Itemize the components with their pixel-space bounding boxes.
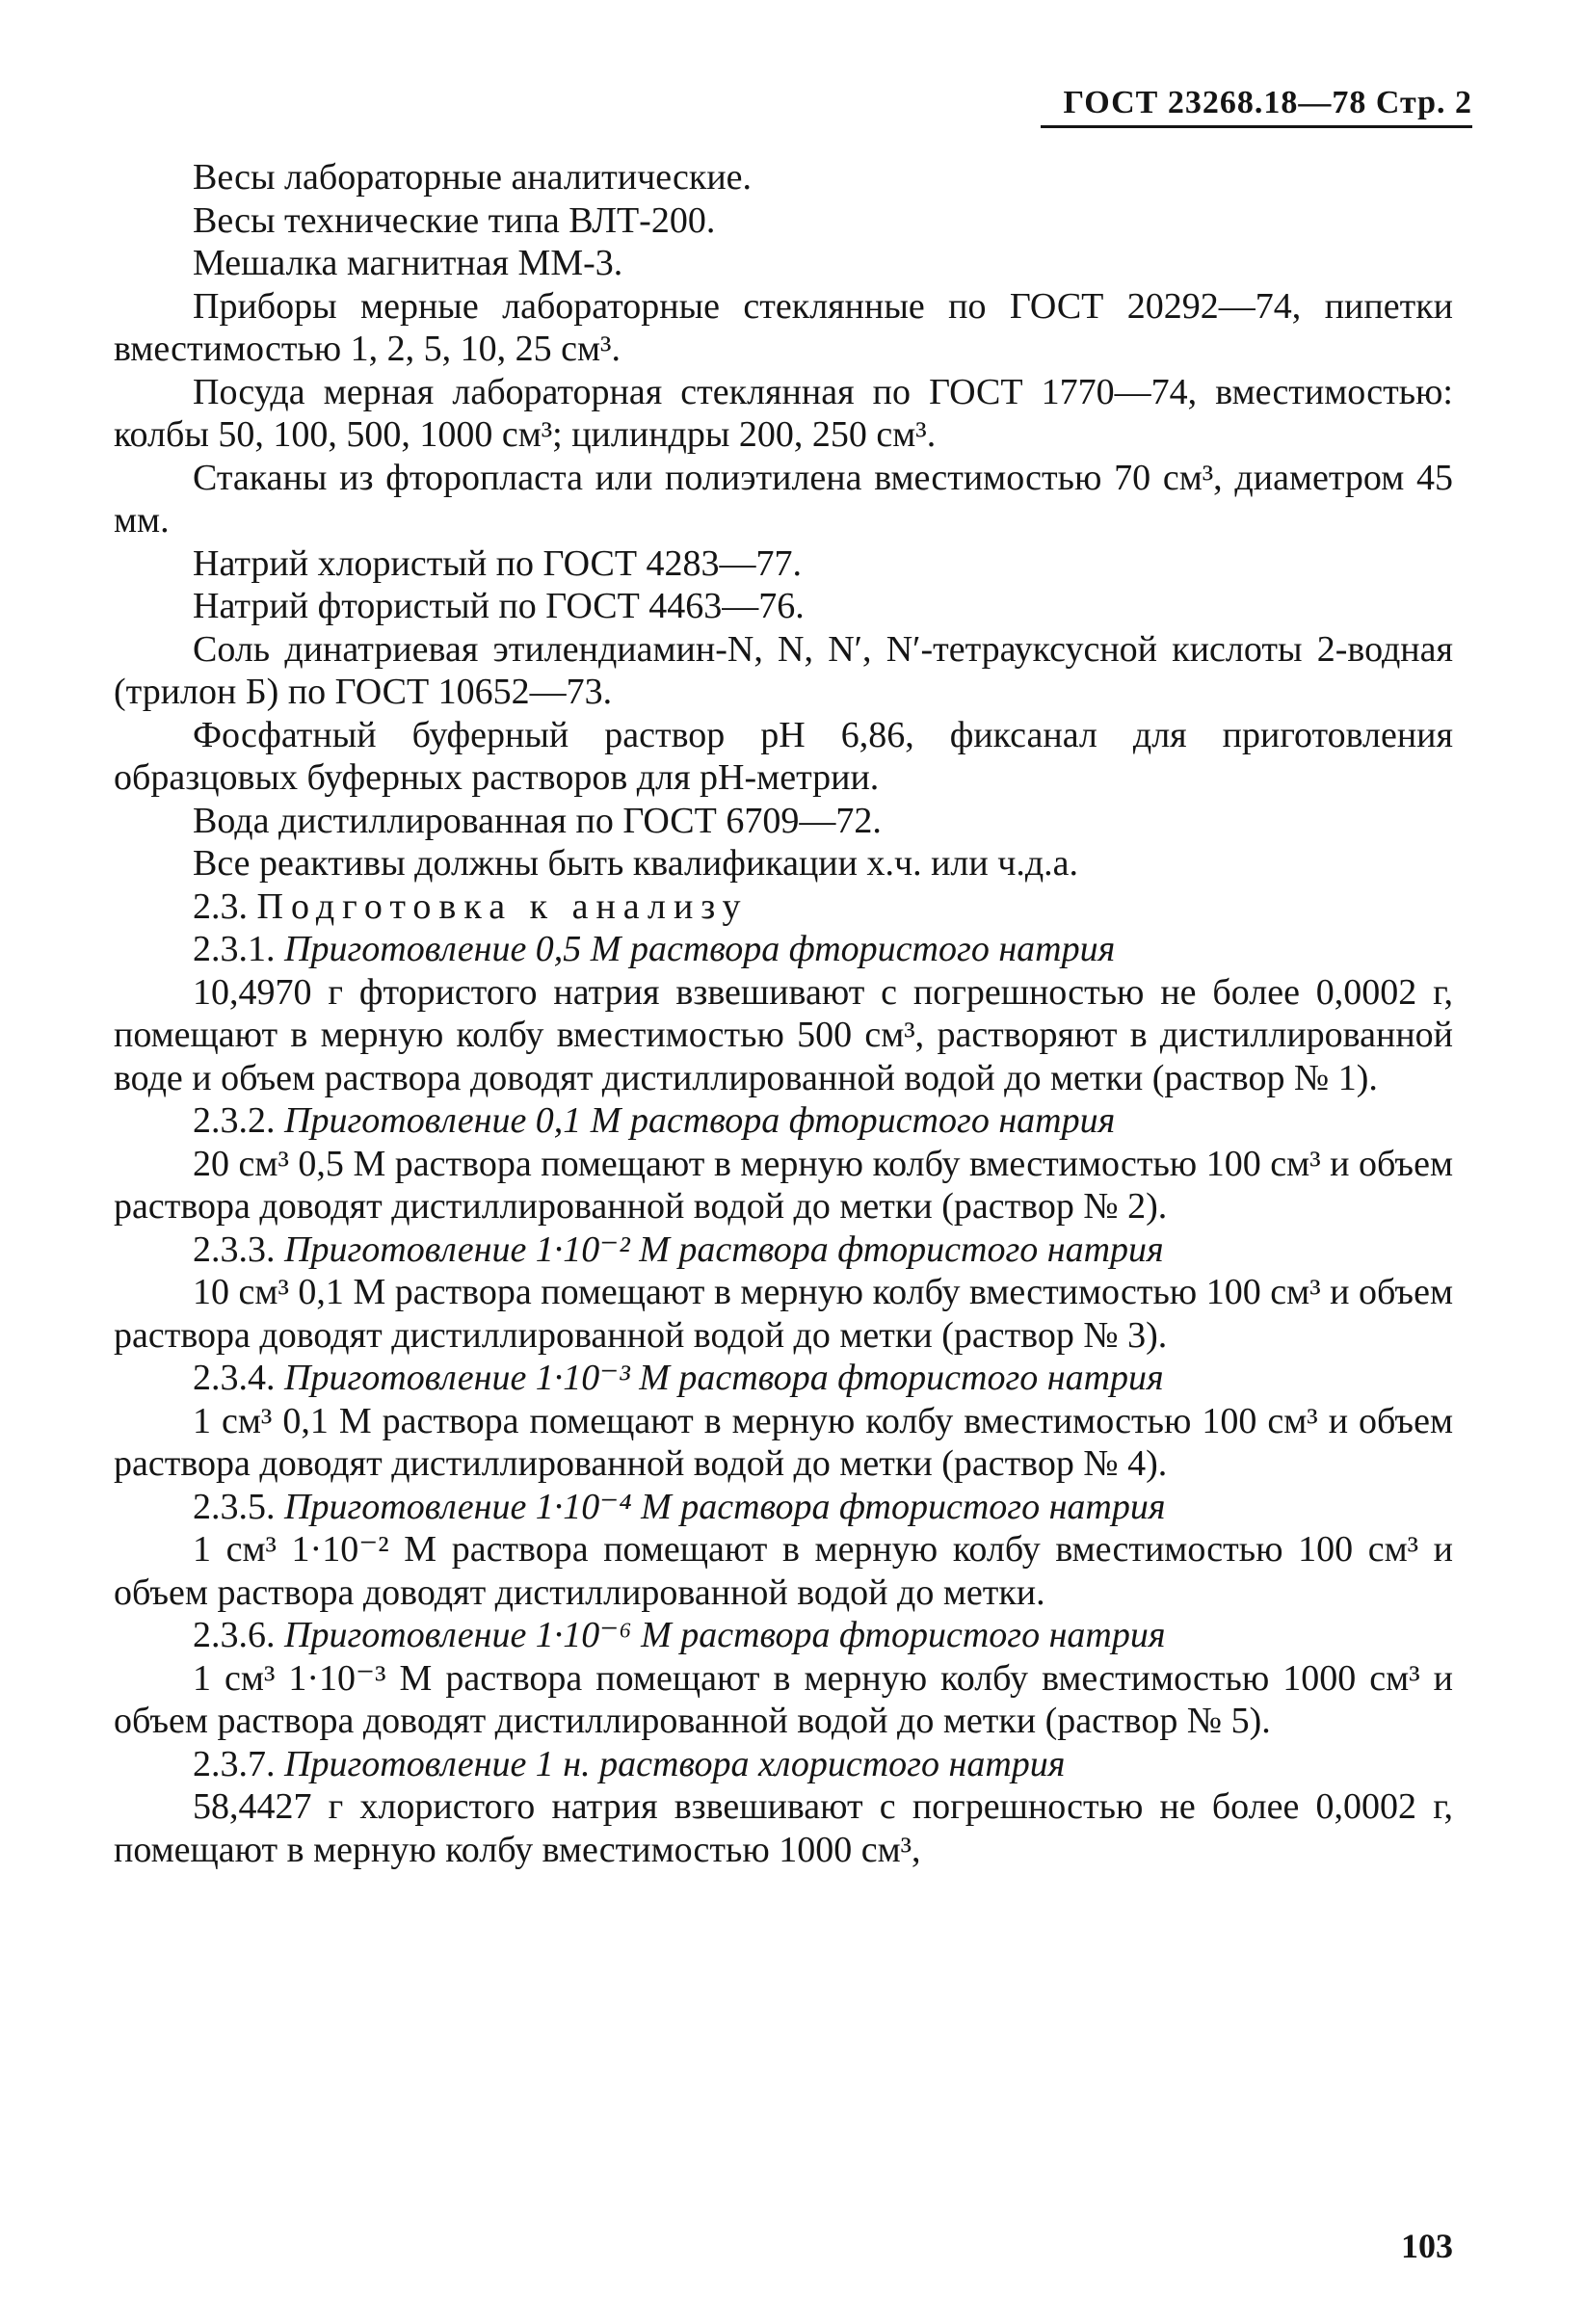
subsection-number: 2.3.6.: [193, 1615, 276, 1655]
page-number: 103: [1401, 2227, 1453, 2265]
page-body: [114, 156, 1453, 1871]
subsection-title: Приготовление 0,1 М раствора фтористого натрия: [284, 1100, 1116, 1141]
subsection-heading: [114, 1099, 1453, 1143]
subsection-body: 10 см³ 0,1 М раствора помещают в мерную колбу вместимостью 100 см³ и объем раствора доводят дистиллированной водой до метки (раствор № 3).: [114, 1272, 1453, 1356]
running-header: ГОСТ 23268.18—78 Стр. 2: [1041, 85, 1472, 128]
equipment-item: Приборы мерные лабораторные стеклянные по ГОСТ 20292—74, пипетки вместимостью 1, 2, 5, 10, 25 см³.: [114, 285, 1453, 369]
equipment-item: Весы технические типа ВЛТ-200.: [193, 199, 716, 241]
equipment-item: Стаканы из фторопласта или полиэтилена вместимостью 70 см³, диаметром 45 мм.: [114, 457, 1453, 541]
equipment-item: Фосфатный буферный раствор pH 6,86, фиксанал для приготовления образцовых буферных растворов для pH-метрии.: [114, 714, 1453, 798]
subsection-number: 2.3.4.: [193, 1358, 276, 1398]
subsection-body: 20 см³ 0,5 М раствора помещают в мерную колбу вместимостью 100 см³ и объем раствора доводят дистиллированной водой до метки (раствор № 2).: [114, 1143, 1453, 1227]
subsection-number: 2.3.5.: [193, 1486, 276, 1527]
subsection-number: 2.3.1.: [193, 929, 276, 969]
subsection-heading: [114, 1614, 1453, 1657]
section-heading: [114, 885, 1453, 929]
subsection-title: Приготовление 1·10⁻⁴ М раствора фтористого натрия: [284, 1486, 1166, 1527]
equipment-item: Натрий фтористый по ГОСТ 4463—76.: [193, 586, 805, 626]
subsection-heading: [114, 1357, 1453, 1400]
subsection-body: 1 см³ 1·10⁻² М раствора помещают в мерную колбу вместимостью 100 см³ и объем раствора доводят дистиллированной водой до метки.: [114, 1529, 1453, 1613]
subsection-heading: [114, 1486, 1453, 1529]
section-number: 2.3.: [193, 885, 248, 927]
subsection-number: 2.3.2.: [193, 1100, 276, 1141]
subsection-heading: [114, 1743, 1453, 1786]
subsection-title: Приготовление 0,5 М раствора фтористого натрия: [284, 929, 1116, 969]
equipment-item: Мешалка магнитная ММ-3.: [193, 243, 623, 283]
subsection-title: Приготовление 1 н. раствора хлористого натрия: [284, 1743, 1066, 1784]
subsection-heading: [114, 1228, 1453, 1272]
subsection-title: Приготовление 1·10⁻⁶ М раствора фтористого натрия: [284, 1615, 1166, 1655]
equipment-item: Натрий хлористый по ГОСТ 4283—77.: [193, 542, 803, 584]
subsection-title: Приготовление 1·10⁻³ М раствора фтористого натрия: [284, 1358, 1164, 1398]
subsection-heading: [114, 928, 1453, 971]
subsection-body: 1 см³ 1·10⁻³ М раствора помещают в мерную колбу вместимостью 1000 см³ и объем раствора доводят дистиллированной водой до метки (раствор № 5).: [114, 1657, 1453, 1741]
section-title: Подготовка к анализу: [256, 885, 749, 927]
equipment-item: Вода дистиллированная по ГОСТ 6709—72.: [193, 800, 882, 841]
subsection-body: 58,4427 г хлористого натрия взвешивают с погрешностью не более 0,0002 г, помещают в мерную колбу вместимостью 1000 см³,: [114, 1786, 1453, 1870]
subsection-body: 10,4970 г фтористого натрия взвешивают с погрешностью не более 0,0002 г, помещают в мерную колбу вместимостью 500 см³, растворяют в дистиллированной воде и объем раствора доводят дистиллированной водой до метки (раствор № 1).: [114, 971, 1453, 1098]
equipment-item: Посуда мерная лабораторная стеклянная по ГОСТ 1770—74, вместимостью: колбы 50, 100, 500, 1000 см³; цилиндры 200, 250 см³.: [114, 371, 1453, 455]
subsection-number: 2.3.3.: [193, 1228, 276, 1270]
equipment-item: Соль динатриевая этилендиамин-N, N, N′, N′-тетрауксусной кислоты 2-водная (трилон Б) по ГОСТ 10652—73.: [114, 628, 1453, 712]
equipment-item: Весы лабораторные аналитические.: [193, 157, 753, 198]
equipment-item: Все реактивы должны быть квалификации х.ч. или ч.д.а.: [193, 843, 1079, 884]
subsection-title: Приготовление 1·10⁻² М раствора фтористого натрия: [284, 1228, 1164, 1270]
subsection-number: 2.3.7.: [193, 1743, 276, 1784]
subsection-body: 1 см³ 0,1 М раствора помещают в мерную колбу вместимостью 100 см³ и объем раствора доводят дистиллированной водой до метки (раствор № 4).: [114, 1400, 1453, 1484]
